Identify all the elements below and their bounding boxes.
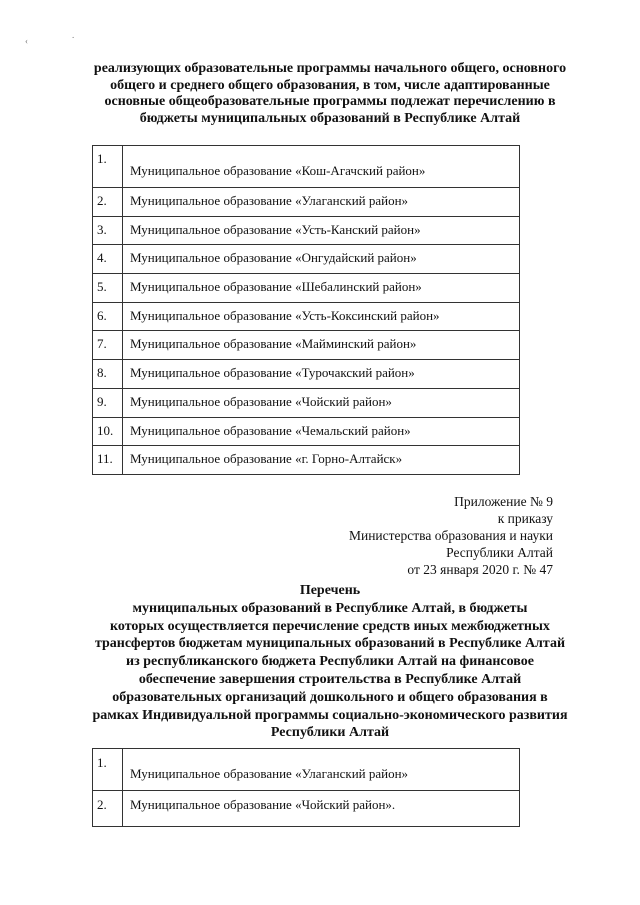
heading-line: Перечень bbox=[299, 583, 361, 598]
municipality-name: Муниципальное образование «Улаганский район» bbox=[130, 766, 409, 781]
table-row bbox=[93, 188, 520, 217]
appendix-block bbox=[349, 493, 553, 578]
scan-dot: . bbox=[72, 30, 75, 40]
row-number: 2. bbox=[93, 791, 123, 827]
municipality-name: Муниципальное образование «Кош-Агачский район» bbox=[130, 163, 426, 178]
table-row bbox=[93, 388, 520, 417]
appendix-ministry: Министерства образования и науки bbox=[348, 528, 553, 543]
heading-line: рамках Индивидуальной программы социально-экономического развития bbox=[92, 707, 568, 723]
row-number: 5. bbox=[93, 274, 123, 303]
municipality-name: Муниципальное образование «Онгудайский район» bbox=[130, 250, 417, 266]
row-number: 3. bbox=[93, 216, 123, 245]
heading-line: бюджеты муниципальных образований в Республике Алтай bbox=[139, 110, 521, 126]
municipality-name: Муниципальное образование «Шебалинский район» bbox=[130, 279, 422, 295]
table-row bbox=[93, 245, 520, 274]
appendix-number: Приложение № 9 bbox=[454, 494, 553, 509]
heading-line: Республики Алтай bbox=[270, 725, 390, 741]
heading-line: образовательных организаций дошкольного и общего образования в bbox=[112, 689, 548, 705]
row-number: 9. bbox=[93, 388, 123, 417]
heading-line: которых осуществляется перечисление средств иных межбюджетных bbox=[110, 618, 550, 634]
heading-line: общего и среднего общего образования, в том, числе адаптированные bbox=[110, 77, 550, 93]
row-number: 7. bbox=[93, 331, 123, 360]
row-number: 6. bbox=[93, 302, 123, 331]
table-row bbox=[93, 302, 520, 331]
municipality-name: Муниципальное образование «Чойский район». bbox=[130, 797, 396, 812]
heading-line: из республиканского бюджета Республики Алтай на финансовое bbox=[126, 654, 534, 670]
table-row bbox=[93, 446, 520, 475]
heading-line: трансфертов бюджетам муниципальных образований в Республике Алтай bbox=[94, 636, 566, 652]
row-number: 4. bbox=[93, 245, 123, 274]
municipality-name: Муниципальное образование «Турочакский район» bbox=[130, 365, 415, 381]
table-row bbox=[93, 331, 520, 360]
row-number: 2. bbox=[93, 188, 123, 217]
row-number: 1. bbox=[93, 749, 123, 791]
scan-mark: ‹ bbox=[25, 36, 28, 46]
heading-line: основные общеобразовательные программы подлежат перечислению в bbox=[104, 94, 556, 109]
appendix-date: от 23 января 2020 г. № 47 bbox=[407, 562, 553, 577]
municipality-name: Муниципальное образование «Майминский район» bbox=[130, 336, 417, 352]
municipality-name: Муниципальное образование «Чемальский район» bbox=[130, 422, 411, 438]
appendix-line: к приказу bbox=[497, 511, 553, 526]
table-row bbox=[93, 146, 520, 188]
municipalities-table-1 bbox=[92, 145, 520, 475]
row-number: 1. bbox=[93, 146, 123, 188]
municipalities-table-2 bbox=[92, 748, 520, 827]
row-number: 8. bbox=[93, 360, 123, 389]
heading-line: реализующих образовательные программы начального общего, основного bbox=[93, 61, 567, 76]
row-number: 11. bbox=[93, 446, 123, 475]
heading-line: муниципальных образований в Республике Алтай, в бюджеты bbox=[132, 600, 528, 616]
municipality-name: Муниципальное образование «Усть-Коксинский район» bbox=[130, 307, 440, 323]
table-row bbox=[93, 749, 520, 791]
heading-line: обеспечение завершения строительства в Республике Алтай bbox=[138, 671, 522, 687]
municipality-name: Муниципальное образование «Улаганский район» bbox=[130, 193, 409, 208]
row-number: 10. bbox=[93, 417, 123, 446]
appendix-republic: Республики Алтай bbox=[446, 545, 553, 560]
table-row bbox=[93, 274, 520, 303]
table-row bbox=[93, 216, 520, 245]
municipality-name: Муниципальное образование «Чойский район» bbox=[130, 393, 392, 409]
section-heading-continued bbox=[80, 61, 580, 127]
table-row bbox=[93, 360, 520, 389]
table-row bbox=[93, 791, 520, 827]
municipality-name: Муниципальное образование «г. Горно-Алтайск» bbox=[130, 451, 403, 467]
list-title bbox=[80, 582, 580, 742]
municipality-name: Муниципальное образование «Усть-Канский район» bbox=[130, 221, 421, 237]
table-row bbox=[93, 417, 520, 446]
